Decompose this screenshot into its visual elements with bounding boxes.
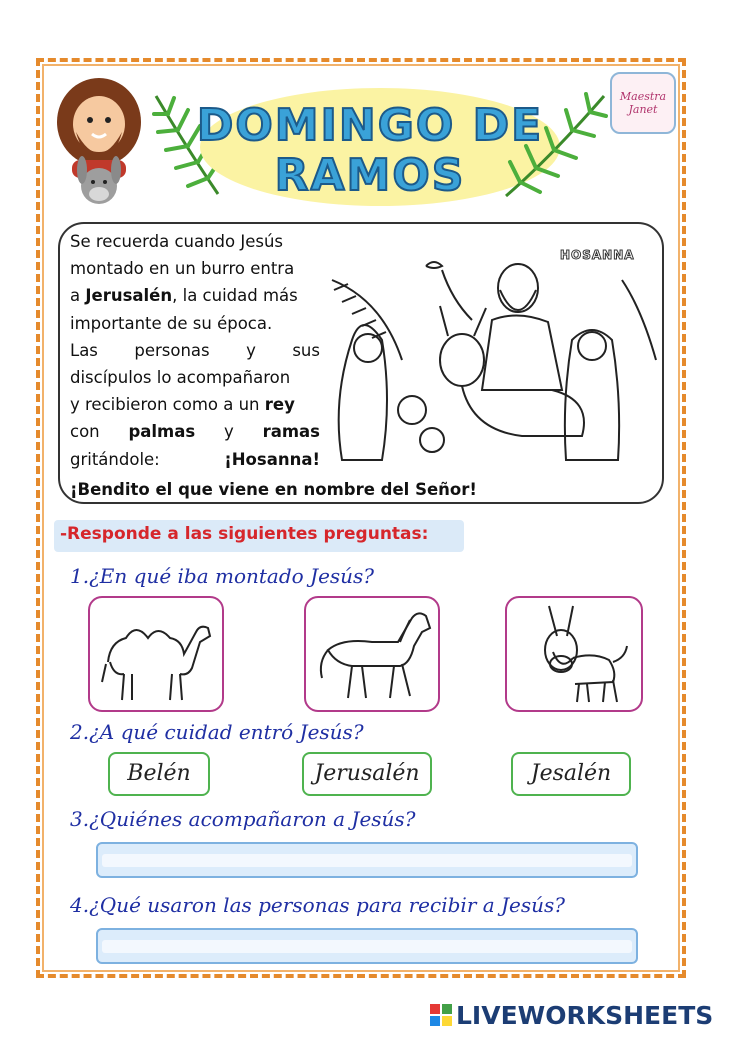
question-4: 4.¿Qué usaron las personas para recibir a Jesús? bbox=[70, 893, 565, 917]
jesus-on-donkey-illustration bbox=[50, 74, 148, 214]
scene-caption: HOSANNA bbox=[560, 248, 635, 262]
story-bold-word: rey bbox=[264, 395, 295, 415]
story-text-fragment: a bbox=[70, 286, 86, 306]
badge-line2: Janet bbox=[628, 103, 658, 116]
story-line: Se recuerda cuando Jesús bbox=[70, 232, 284, 251]
badge-line1: Maestra bbox=[619, 90, 667, 103]
story-line: Las personas y sus bbox=[70, 340, 320, 360]
story-bold-word: ramas bbox=[262, 422, 320, 442]
answer-option-camel[interactable] bbox=[88, 596, 224, 712]
answer-option-jesalen[interactable]: Jesalén bbox=[511, 752, 631, 796]
horse-icon bbox=[312, 602, 436, 706]
donkey-icon bbox=[513, 602, 637, 706]
story-line bbox=[70, 446, 320, 473]
story-text-fragment: gritándole: bbox=[70, 449, 225, 469]
story-line: discípulos lo acompañaron bbox=[70, 368, 291, 388]
story-text-fragment: y bbox=[195, 422, 263, 442]
liveworksheets-icon bbox=[430, 1004, 452, 1026]
question-1: 1.¿En qué iba montado Jesús? bbox=[70, 564, 375, 588]
story-bold-word: Jerusalén bbox=[85, 286, 173, 306]
answer-field-4[interactable] bbox=[96, 928, 638, 964]
palm-sunday-scene-illustration bbox=[322, 240, 662, 472]
page-title-line2: RAMOS bbox=[274, 150, 466, 201]
instructions-banner bbox=[54, 520, 464, 552]
story-text-fragment: , la cuidad más bbox=[172, 286, 298, 306]
answer-option-donkey[interactable] bbox=[505, 596, 643, 712]
story-text-fragment: con bbox=[70, 422, 129, 442]
author-badge bbox=[610, 72, 676, 134]
palm-leaf-right-icon bbox=[500, 88, 610, 200]
page-title-line1: DOMINGO DE bbox=[196, 100, 544, 151]
story-text-fragment: y recibieron como a un bbox=[70, 395, 265, 415]
answer-option-horse[interactable] bbox=[304, 596, 440, 712]
answer-option-jerusalen[interactable]: Jerusalén bbox=[302, 752, 432, 796]
story-line: importante de su época. bbox=[70, 313, 273, 333]
liveworksheets-wordmark: LIVEWORKSHEETS bbox=[456, 1000, 714, 1030]
story-bold-word: ¡Hosanna! bbox=[224, 449, 320, 469]
story-text bbox=[70, 228, 320, 473]
story-line bbox=[70, 391, 320, 418]
answer-field-3[interactable] bbox=[96, 842, 638, 878]
story-line bbox=[70, 282, 320, 309]
question-3: 3.¿Quiénes acompañaron a Jesús? bbox=[70, 807, 416, 831]
camel-icon bbox=[96, 602, 220, 706]
instructions-text: -Responde a las siguientes preguntas: bbox=[60, 524, 429, 544]
question-2: 2.¿A qué cuidad entró Jesús? bbox=[70, 720, 364, 744]
answer-option-belen[interactable]: Belén bbox=[108, 752, 210, 796]
liveworksheets-logo bbox=[430, 998, 713, 1032]
story-blessing-line: ¡Bendito el que viene en nombre del Señor! bbox=[70, 480, 477, 499]
story-bold-word: palmas bbox=[128, 422, 196, 442]
story-line bbox=[70, 418, 320, 445]
story-line: montado en un burro entra bbox=[70, 259, 295, 279]
